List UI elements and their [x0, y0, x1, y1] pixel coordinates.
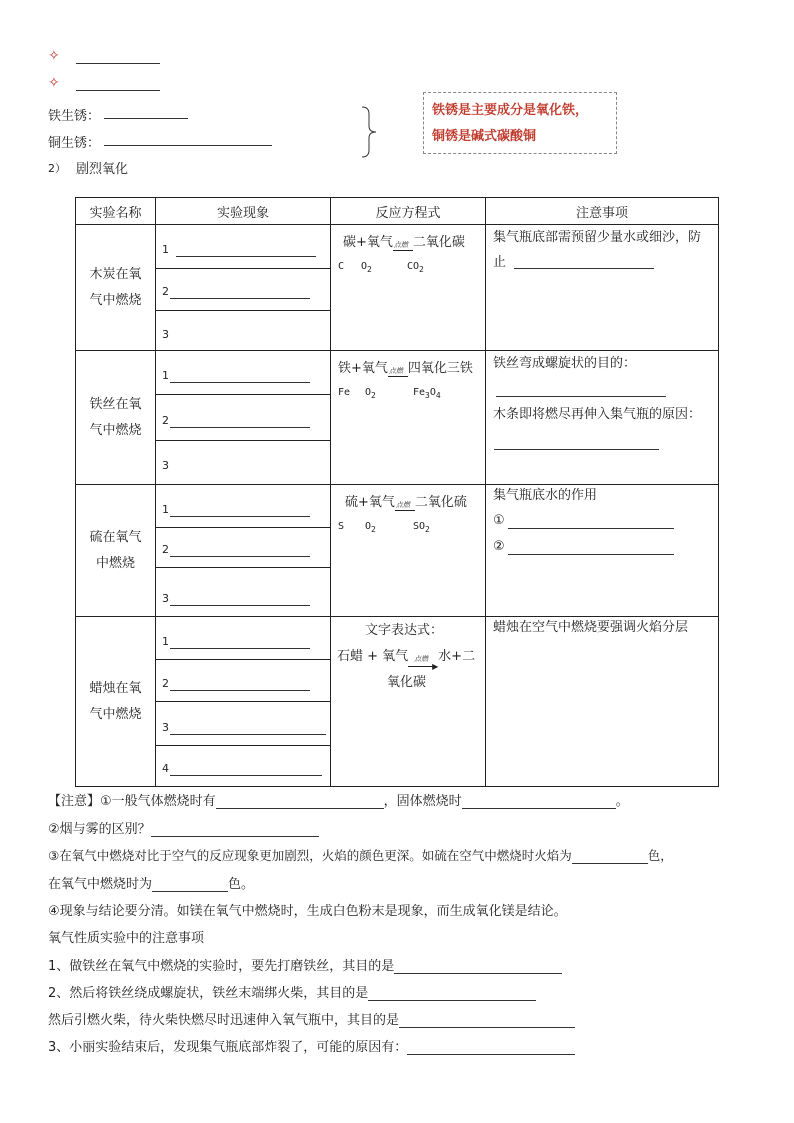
- callout-line-2: 铜锈是碱式碳酸铜: [432, 129, 537, 144]
- iron-rust-label: 铁生锈：: [48, 109, 101, 124]
- note-1: 【注意】①一般气体燃烧时有 ，固体燃烧时 。: [48, 794, 629, 809]
- question-2: 2、然后将铁丝绕成螺旋状，铁丝末端绑火柴，其目的是: [48, 982, 536, 1001]
- blank-line[interactable]: [170, 647, 310, 649]
- blank-line[interactable]: [170, 733, 326, 735]
- blank-line[interactable]: [76, 50, 160, 64]
- blank-line[interactable]: [496, 395, 666, 397]
- header-name: 实验名称: [76, 198, 156, 225]
- blank-line[interactable]: [407, 1041, 575, 1055]
- experiment-name: 木炭在氧 气中燃烧: [76, 225, 156, 351]
- section-title: 剧烈氧化: [76, 162, 129, 177]
- iron-rust-blank[interactable]: [104, 105, 188, 119]
- blank-line[interactable]: [170, 604, 310, 606]
- blank-line[interactable]: [462, 795, 616, 809]
- phenomenon-cell: 1 2 3: [156, 485, 331, 617]
- blank-line[interactable]: [170, 555, 310, 557]
- table-row: [76, 617, 719, 787]
- section-number: 2）: [48, 162, 66, 175]
- blank-line[interactable]: [170, 515, 310, 517]
- blank-line[interactable]: [152, 878, 228, 892]
- experiment-name: 铁丝在氧 气中燃烧: [76, 351, 156, 485]
- blank-line[interactable]: [170, 297, 310, 299]
- phenomenon-cell: 1 2 3: [156, 351, 331, 485]
- blank-line[interactable]: [170, 381, 310, 383]
- equation-cell: 碳+氧气 点燃 二氧化碳 C $O_2$ $CO_2$: [331, 225, 486, 351]
- experiment-name: 蜡烛在氧 气中燃烧: [76, 617, 156, 787]
- blank-line[interactable]: [399, 1014, 575, 1028]
- blank-line[interactable]: [514, 267, 654, 269]
- note-4: ④现象与结论要分清。如镁在氧气中燃烧时，生成白色粉末是现象，而生成氧化镁是结论。: [48, 904, 567, 919]
- header-notes: 注意事项: [486, 198, 719, 225]
- question-3: 3、小丽实验结束后，发现集气瓶底部炸裂了，可能的原因有：: [48, 1036, 575, 1055]
- blank-line[interactable]: [394, 960, 562, 974]
- star-icon: ✧: [48, 75, 60, 91]
- question-1: 1、做铁丝在氧气中燃烧的实验时，要先打磨铁丝，其目的是: [48, 955, 562, 974]
- blank-line[interactable]: [216, 795, 384, 809]
- equation-cell: 文字表达式： 石蜡 + 氧气 点燃 ▶ 水+二 氧化碳: [331, 617, 486, 787]
- blank-line[interactable]: [508, 553, 674, 555]
- question-2b: 然后引燃火柴，待火柴快燃尽时迅速伸入氧气瓶中，其目的是: [48, 1009, 575, 1028]
- blank-line[interactable]: [170, 426, 310, 428]
- blank-line[interactable]: [176, 255, 316, 257]
- section-heading: 氧气性质实验中的注意事项: [48, 931, 205, 946]
- callout-line-1: 铁锈是主要成分是氧化铁，: [432, 103, 589, 118]
- blank-line[interactable]: [368, 987, 536, 1001]
- phenomenon-cell: 1 2 3 4: [156, 617, 331, 787]
- blank-line[interactable]: [151, 823, 319, 837]
- table-row: [76, 485, 719, 617]
- blank-line[interactable]: [170, 689, 310, 691]
- header-phenomenon: 实验现象: [156, 198, 331, 225]
- blank-line[interactable]: [76, 77, 160, 91]
- notes-cell: 集气瓶底部需预留少量水或细沙，防 止: [486, 225, 719, 351]
- note-3: ③在氧气中燃烧对比于空气的反应现象更加剧烈，火焰的颜色更深。如硫在空气中燃烧时火焰为 色，: [48, 848, 673, 863]
- rust-callout-box: [423, 92, 617, 154]
- table-row: [76, 225, 719, 351]
- blank-line[interactable]: [572, 850, 648, 864]
- copper-rust-blank[interactable]: [104, 132, 272, 146]
- note-3b: 在氧气中燃烧时为 色。: [48, 877, 255, 892]
- experiment-table: [75, 197, 719, 787]
- note-2: ②烟与雾的区别？: [48, 818, 319, 837]
- blank-line[interactable]: [170, 774, 322, 776]
- notes-cell: 集气瓶底水的作用 ① ②: [486, 485, 719, 617]
- notes-cell: 铁丝弯成螺旋状的目的： 木条即将燃尽再伸入集气瓶的原因：: [486, 351, 719, 485]
- notes-cell: 蜡烛在空气中燃烧要强调火焰分层: [486, 617, 719, 787]
- equation-cell: 铁+氧气 点燃 四氧化三铁 Fe $O_2$ $Fe_3O_4$: [331, 351, 486, 485]
- blank-line[interactable]: [494, 448, 659, 450]
- right-brace-icon: [360, 106, 378, 158]
- table-row: [76, 351, 719, 485]
- table-header-row: [76, 198, 719, 225]
- header-equation: 反应方程式: [331, 198, 486, 225]
- copper-rust-label: 铜生锈：: [48, 136, 101, 151]
- equation-cell: 硫+氧气 点燃 二氧化硫 S $O_2$ $SO_2$: [331, 485, 486, 617]
- blank-line[interactable]: [508, 527, 674, 529]
- phenomenon-cell: 1 2 3: [156, 225, 331, 351]
- experiment-name: 硫在氧气 中燃烧: [76, 485, 156, 617]
- star-icon: ✧: [48, 48, 60, 64]
